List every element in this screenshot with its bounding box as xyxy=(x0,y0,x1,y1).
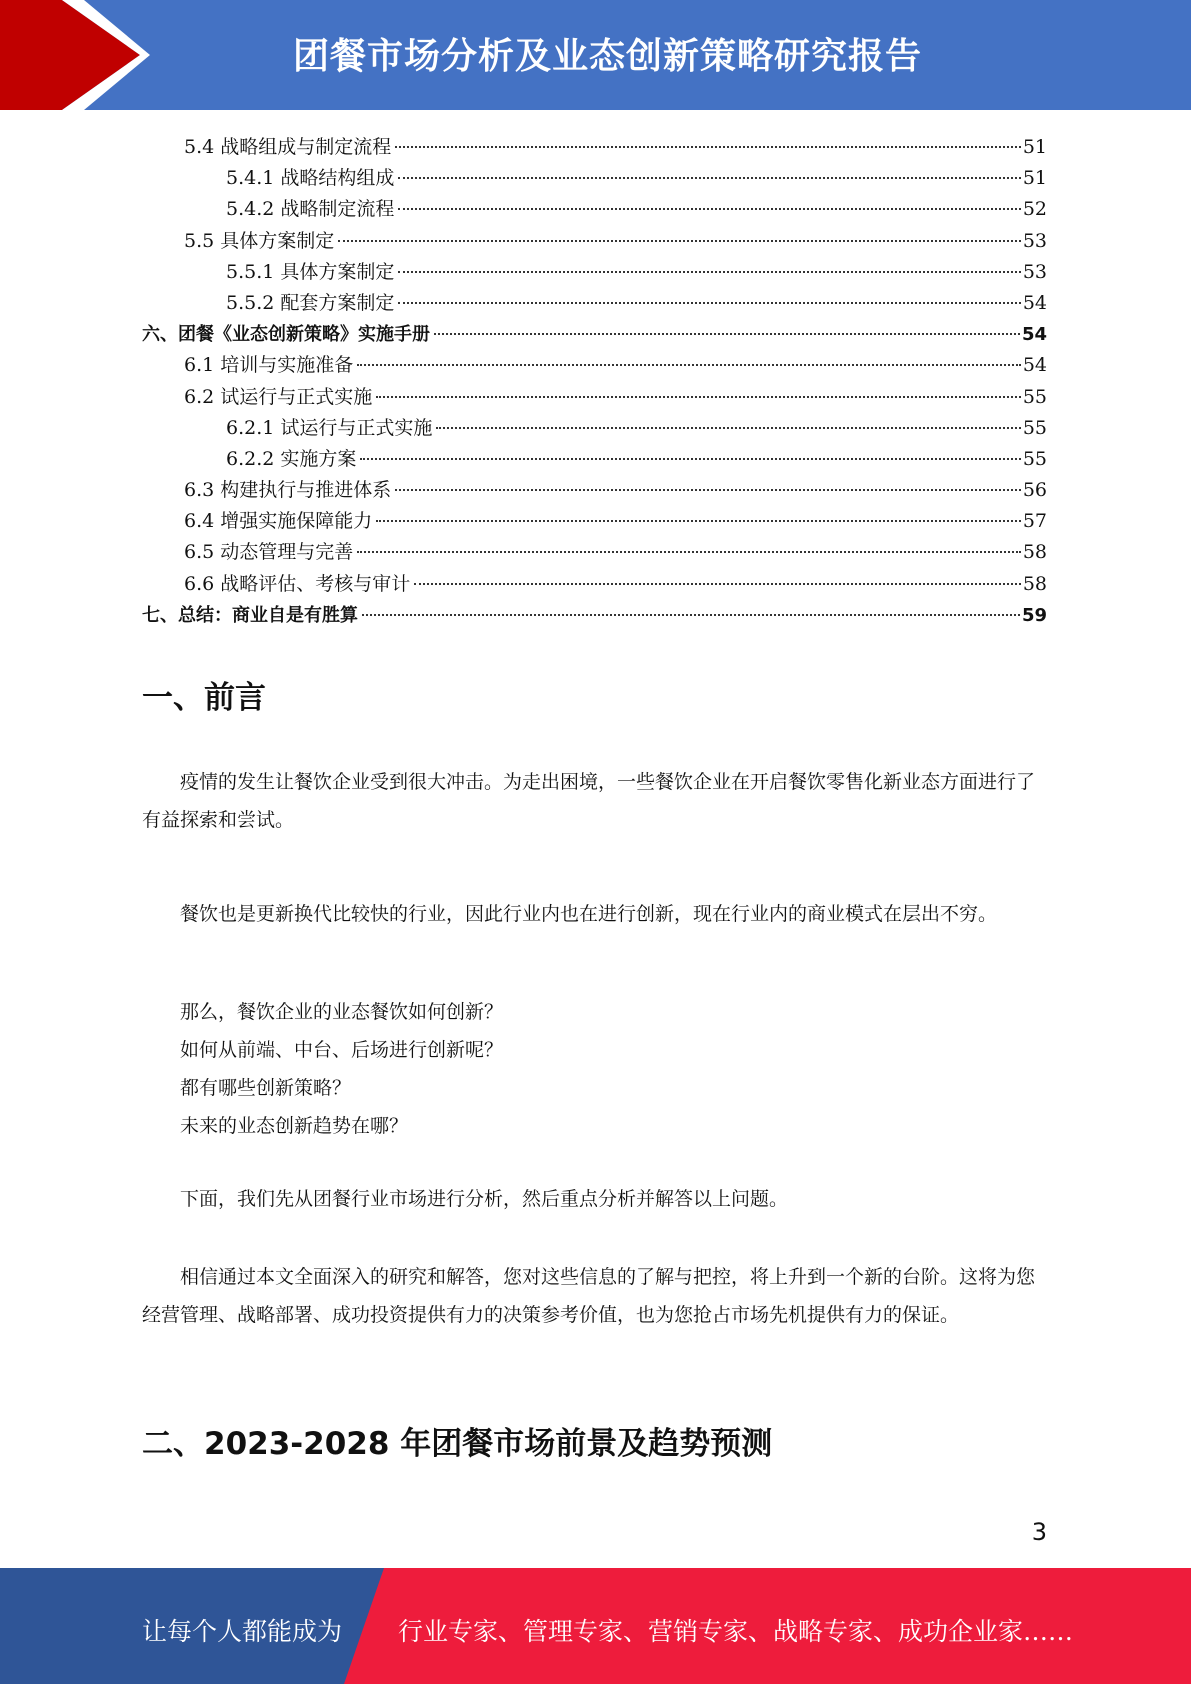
toc-entry-label: 6.3 构建执行与推进体系 xyxy=(184,479,392,502)
paragraph: 疫情的发生让餐饮企业受到很大冲击。为走出困境，一些餐饮企业在开启餐饮零售化新业态方面进行了有益探索和尝试。 xyxy=(142,771,1036,831)
toc-entry-label: 6.5 动态管理与完善 xyxy=(184,541,354,564)
page-header xyxy=(0,0,1191,110)
toc-entry[interactable] xyxy=(142,506,1047,537)
toc-entry[interactable] xyxy=(142,132,1047,163)
toc-entry[interactable] xyxy=(142,475,1047,506)
toc-entry[interactable] xyxy=(142,288,1047,319)
paragraph: 相信通过本文全面深入的研究和解答，您对这些信息的了解与把控，将上升到一个新的台阶。这将为您经营管理、战略部署、成功投资提供有力的决策参考价值，也为您抢占市场先机提供有力的保证。 xyxy=(142,1266,1036,1326)
question-line: 那么，餐饮企业的业态餐饮如何创新？ xyxy=(180,1001,504,1023)
toc-entry-page: 55 xyxy=(1022,447,1047,470)
toc-leader-dots xyxy=(395,489,1021,491)
toc-entry-label: 5.4 战略组成与制定流程 xyxy=(184,136,392,158)
toc-leader-dots xyxy=(398,208,1020,210)
toc-leader-dots xyxy=(414,583,1021,585)
toc-leader-dots xyxy=(357,551,1021,553)
toc-entry-label: 5.5 具体方案制定 xyxy=(184,229,335,252)
paragraph: 下面，我们先从团餐行业市场进行分析，然后重点分析并解答以上问题。 xyxy=(180,1188,789,1210)
toc-entry[interactable] xyxy=(142,537,1047,568)
toc-entry-page: 57 xyxy=(1022,510,1047,533)
toc-entry[interactable] xyxy=(142,319,1047,350)
toc-entry-page: 58 xyxy=(1022,541,1047,564)
toc-entry-page: 54 xyxy=(1022,291,1047,314)
toc-entry[interactable] xyxy=(142,382,1047,413)
section-heading-market-forecast: 二、2023-2028 年团餐市场前景及趋势预测 xyxy=(142,1426,773,1462)
toc-entry-page: 55 xyxy=(1022,416,1047,439)
toc-leader-dots xyxy=(395,146,1021,148)
toc-entry-page: 56 xyxy=(1022,479,1047,502)
toc-leader-dots xyxy=(434,333,1020,335)
toc-leader-dots xyxy=(357,364,1021,366)
toc-entry-label: 5.4.1 战略结构组成 xyxy=(226,167,395,190)
question-line: 都有哪些创新策略？ xyxy=(180,1077,352,1099)
toc-entry-label: 5.5.2 配套方案制定 xyxy=(226,291,395,314)
toc-entry-label: 5.5.1 具体方案制定 xyxy=(226,260,395,283)
paragraph: 餐饮也是更新换代比较快的行业，因此行业内也在进行创新，现在行业内的商业模式在层出不穷。 xyxy=(180,903,998,925)
toc-entry[interactable] xyxy=(142,569,1047,600)
toc-entry-label: 6.2.2 实施方案 xyxy=(226,447,357,470)
toc-entry[interactable] xyxy=(142,444,1047,475)
toc-leader-dots xyxy=(376,396,1021,398)
toc-leader-dots xyxy=(398,302,1020,304)
toc-entry[interactable] xyxy=(142,257,1047,288)
toc-entry-page: 54 xyxy=(1022,354,1047,377)
toc-entry-label: 七、总结：商业自是有胜算 xyxy=(142,604,358,626)
toc-entry[interactable] xyxy=(142,163,1047,194)
toc-leader-dots xyxy=(362,614,1020,616)
toc-entry[interactable] xyxy=(142,350,1047,381)
toc-entry-label: 5.4.2 战略制定流程 xyxy=(226,198,395,221)
footer-slogan-right: 行业专家、管理专家、营销专家、战略专家、成功企业家…… xyxy=(398,1617,1074,1646)
toc-entry-label: 6.2 试运行与正式实施 xyxy=(184,385,373,408)
toc-leader-dots xyxy=(436,427,1020,429)
question-line: 如何从前端、中台、后场进行创新呢？ xyxy=(180,1039,504,1061)
toc-entry-page: 51 xyxy=(1022,136,1047,158)
section-heading-preface: 一、前言 xyxy=(142,680,266,716)
toc-entry-page: 51 xyxy=(1022,167,1047,190)
toc-leader-dots xyxy=(338,240,1021,242)
toc-entry-page: 59 xyxy=(1021,604,1047,626)
toc-entry[interactable] xyxy=(142,600,1047,631)
toc-entry-label: 6.2.1 试运行与正式实施 xyxy=(226,416,433,439)
toc-entry-label: 6.4 增强实施保障能力 xyxy=(184,510,373,533)
toc-leader-dots xyxy=(398,271,1020,273)
toc-entry-page: 53 xyxy=(1022,260,1047,283)
document-title: 团餐市场分析及业态创新策略研究报告 xyxy=(292,36,922,77)
toc-entry-page: 53 xyxy=(1022,229,1047,252)
toc-leader-dots xyxy=(360,458,1020,460)
toc-entry-label: 六、团餐《业态创新策略》实施手册 xyxy=(142,324,430,346)
toc-entry[interactable] xyxy=(142,413,1047,444)
toc-entry-page: 58 xyxy=(1022,572,1047,595)
table-of-contents xyxy=(142,132,1047,631)
page-number: 3 xyxy=(1031,1518,1047,1546)
page-footer xyxy=(0,1568,1191,1684)
toc-entry-page: 54 xyxy=(1021,324,1047,346)
footer-slogan-left: 让每个人都能成为 xyxy=(142,1617,343,1646)
toc-entry-page: 52 xyxy=(1022,198,1047,221)
toc-entry[interactable] xyxy=(142,194,1047,225)
toc-entry[interactable] xyxy=(142,226,1047,257)
question-line: 未来的业态创新趋势在哪？ xyxy=(180,1115,409,1137)
toc-leader-dots xyxy=(398,177,1020,179)
toc-entry-label: 6.6 战略评估、考核与审计 xyxy=(184,572,411,595)
toc-entry-page: 55 xyxy=(1022,385,1047,408)
toc-leader-dots xyxy=(376,520,1021,522)
toc-entry-label: 6.1 培训与实施准备 xyxy=(184,354,354,377)
